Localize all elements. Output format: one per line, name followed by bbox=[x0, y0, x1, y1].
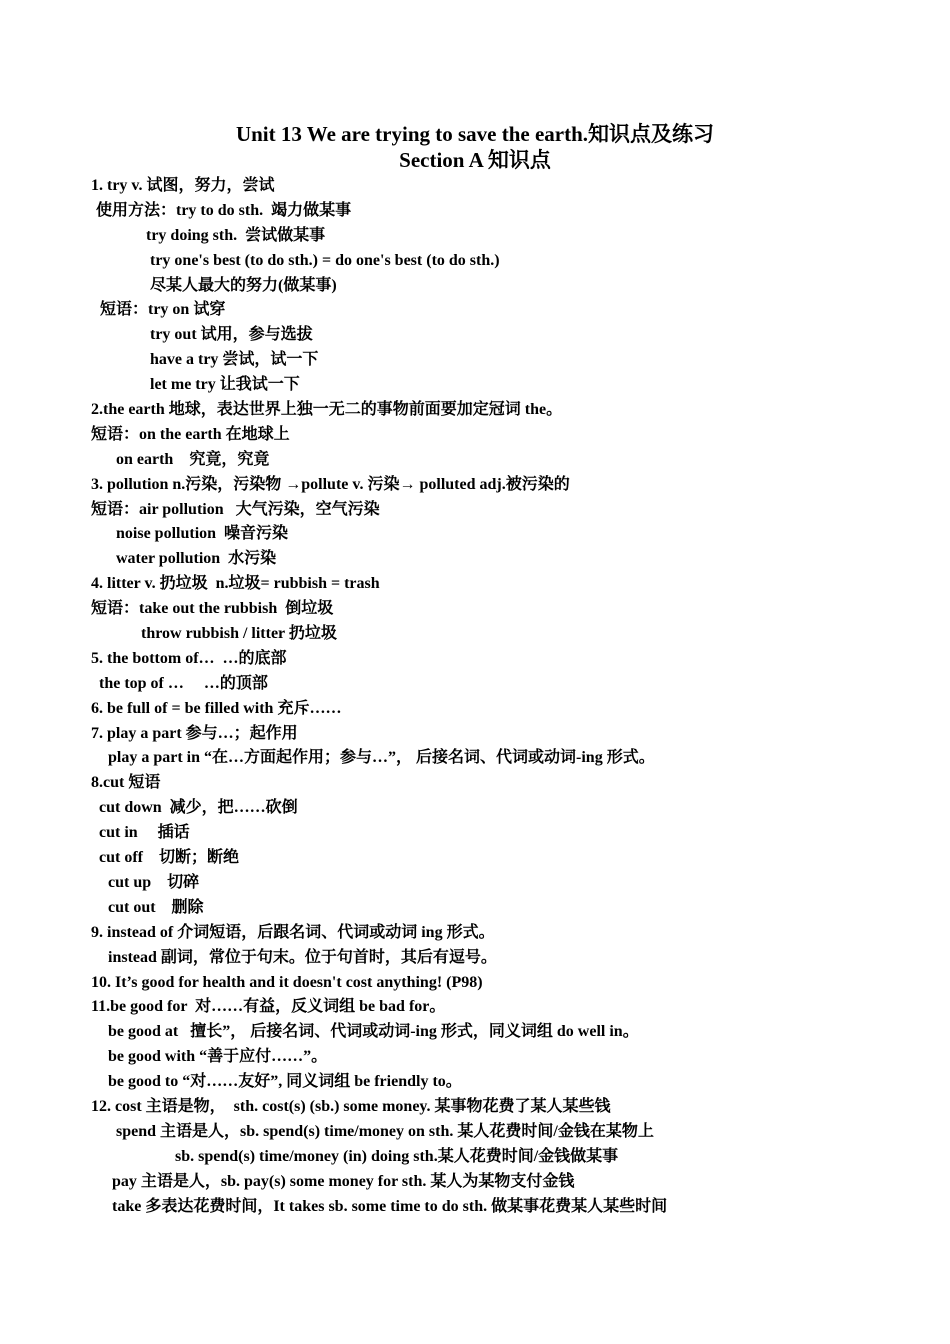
body-line: 短语：try on 试穿 bbox=[100, 301, 226, 319]
body-line: be good to “对……友好”, 同义词组 be friendly to。 bbox=[108, 1073, 462, 1091]
document-title: Unit 13 We are trying to save the earth.知识点及练习 bbox=[235, 122, 715, 146]
body-line: 8.cut 短语 bbox=[91, 774, 161, 792]
body-line: cut up 切碎 bbox=[108, 873, 200, 891]
body-line: 4. litter v. 扔垃圾 n.垃圾= rubbish = trash bbox=[91, 575, 380, 593]
body-line: be good with “善于应付……”。 bbox=[108, 1048, 328, 1066]
body-line: 12. cost 主语是物， sth. cost(s) (sb.) some money. 某事物花费了某人某些钱 bbox=[91, 1097, 611, 1115]
document-body bbox=[91, 174, 921, 1219]
body-line: 尽某人最大的努力(做某事) bbox=[150, 276, 337, 294]
body-line: try one's best (to do sth.) = do one's best (to do sth.) bbox=[150, 251, 500, 269]
body-line: instead 副词，常位于句末。位于句首时，其后有逗号。 bbox=[108, 948, 497, 966]
body-line: 9. instead of 介词短语，后跟名词、代词或动词 ing 形式。 bbox=[91, 923, 495, 941]
body-line: 7. play a part 参与…；起作用 bbox=[91, 724, 298, 742]
body-line: take 多表达花费时间，It takes sb. some time to do sth. 做某事花费某人某些时间 bbox=[112, 1197, 668, 1215]
body-line: the top of … …的顶部 bbox=[99, 674, 268, 692]
body-line: 6. be full of = be filled with 充斥…… bbox=[91, 699, 342, 717]
body-line: 10. It’s good for health and it doesn't cost anything! (P98) bbox=[91, 973, 483, 991]
body-line: cut off 切断；断绝 bbox=[99, 849, 239, 867]
body-line: have a try 尝试，试一下 bbox=[150, 351, 319, 369]
body-line: 3. pollution n.污染，污染物 →pollute v. 污染→ polluted adj.被污染的 bbox=[91, 475, 570, 493]
body-line: 短语：on the earth 在地球上 bbox=[91, 425, 290, 443]
body-line: on earth 究竟，究竟 bbox=[116, 450, 270, 468]
body-line: let me try 让我试一下 bbox=[150, 376, 300, 394]
body-line: be good at 擅长”， 后接名词、代词或动词-ing 形式，同义词组 do well in。 bbox=[108, 1023, 639, 1041]
body-line: cut down 减少，把……砍倒 bbox=[99, 799, 298, 817]
body-line: spend 主语是人，sb. spend(s) time/money on sth. 某人花费时间/金钱在某物上 bbox=[116, 1122, 654, 1140]
body-line: 1. try v. 试图，努力，尝试 bbox=[91, 177, 275, 194]
body-line: 短语：air pollution 大气污染，空气污染 bbox=[91, 500, 380, 518]
body-line: sb. spend(s) time/money (in) doing sth.某人花费时间/金钱做某事 bbox=[175, 1147, 619, 1165]
body-line: 11.be good for 对……有益，反义词组 be bad for。 bbox=[91, 998, 446, 1016]
body-line: cut out 删除 bbox=[108, 898, 204, 916]
body-line: 5. the bottom of… …的底部 bbox=[91, 649, 287, 667]
body-line: try out 试用，参与选拔 bbox=[150, 326, 313, 344]
body-line: 短语：take out the rubbish 倒垃圾 bbox=[91, 600, 334, 618]
body-line: water pollution 水污染 bbox=[116, 550, 277, 568]
section-heading: Section A 知识点 bbox=[399, 148, 551, 172]
body-line: cut in 插话 bbox=[99, 824, 190, 842]
body-line: throw rubbish / litter 扔垃圾 bbox=[141, 625, 337, 643]
body-line: noise pollution 噪音污染 bbox=[116, 525, 289, 543]
body-line: play a part in “在…方面起作用；参与…”， 后接名词、代词或动词-ing 形式。 bbox=[108, 749, 655, 767]
body-line: try doing sth. 尝试做某事 bbox=[146, 226, 326, 244]
title-block bbox=[0, 121, 950, 173]
body-line: pay 主语是人，sb. pay(s) some money for sth. 某人为某物支付金钱 bbox=[112, 1172, 575, 1190]
body-line: 使用方法：try to do sth. 竭力做某事 bbox=[96, 201, 352, 219]
body-line: 2.the earth 地球，表达世界上独一无二的事物前面要加定冠词 the。 bbox=[91, 401, 563, 419]
